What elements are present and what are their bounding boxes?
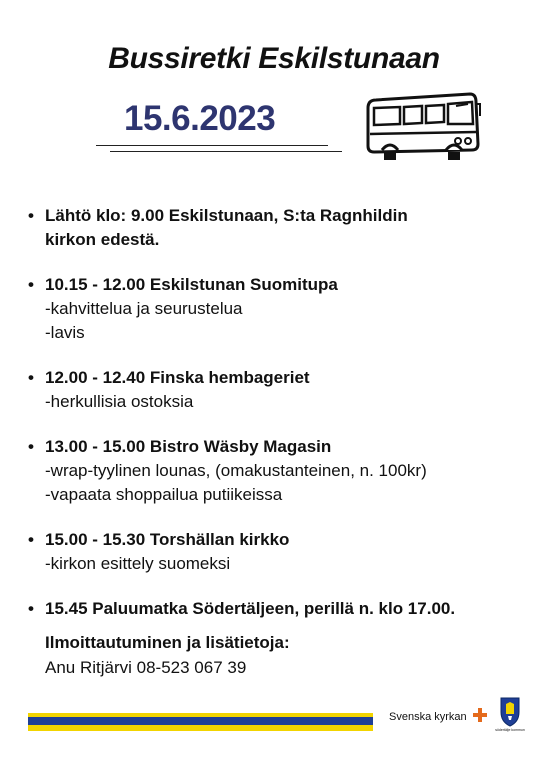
church-logo-text: Svenska kyrkan <box>389 711 467 723</box>
bullet: • <box>28 530 34 549</box>
cross-icon <box>473 708 487 722</box>
bullet: • <box>28 275 34 294</box>
date-underline <box>96 145 328 146</box>
item-heading: 12.00 - 12.40 Finska hembageriet <box>45 368 310 387</box>
item-detail: -wrap-tyylinen lounas, (omakustanteinen, n. 100kr) <box>45 461 427 480</box>
list-item <box>28 273 528 345</box>
bullet: • <box>28 368 34 387</box>
contact-person: Anu Ritjärvi 08-523 067 39 <box>45 658 247 677</box>
item-detail: -herkullisia ostoksia <box>45 392 194 411</box>
list-item <box>28 435 528 507</box>
item-detail: -kahvittelua ja seurustelua <box>45 299 243 318</box>
itinerary-list <box>28 204 528 642</box>
event-date: 15.6.2023 <box>124 99 276 138</box>
date-underline <box>110 151 342 152</box>
bullet: • <box>28 599 34 618</box>
contact-block <box>45 630 290 680</box>
item-heading: Lähtö klo: 9.00 Eskilstunaan, S:ta Ragnhildin <box>45 206 408 225</box>
item-detail: -vapaata shoppailua putiikeissa <box>45 485 283 504</box>
item-detail: -lavis <box>45 323 85 342</box>
list-item <box>28 366 528 414</box>
list-item <box>28 597 528 621</box>
list-item <box>28 528 528 576</box>
item-heading: 10.15 - 12.00 Eskilstunan Suomitupa <box>45 275 338 294</box>
crest-label: södertälje kommun <box>495 728 525 732</box>
item-heading: 13.00 - 15.00 Bistro Wäsby Magasin <box>45 437 332 456</box>
stripe-yellow-bottom <box>28 725 373 731</box>
item-heading: 15.45 Paluumatka Södertäljeen, perillä n. klo 17.00. <box>45 599 456 618</box>
bus-icon <box>360 88 480 166</box>
contact-label: Ilmoittautuminen ja lisätietoja: <box>45 633 290 652</box>
bullet: • <box>28 437 34 456</box>
item-heading: 15.00 - 15.30 Torshällan kirkko <box>45 530 290 549</box>
bullet: • <box>28 206 34 225</box>
item-heading-cont: kirkon edestä. <box>45 230 160 249</box>
item-detail: -kirkon esittely suomeksi <box>45 554 231 573</box>
crest-icon <box>495 696 525 736</box>
list-item <box>28 204 528 252</box>
page-title: Bussiretki Eskilstunaan <box>108 42 440 75</box>
stripe-blue <box>28 717 373 725</box>
